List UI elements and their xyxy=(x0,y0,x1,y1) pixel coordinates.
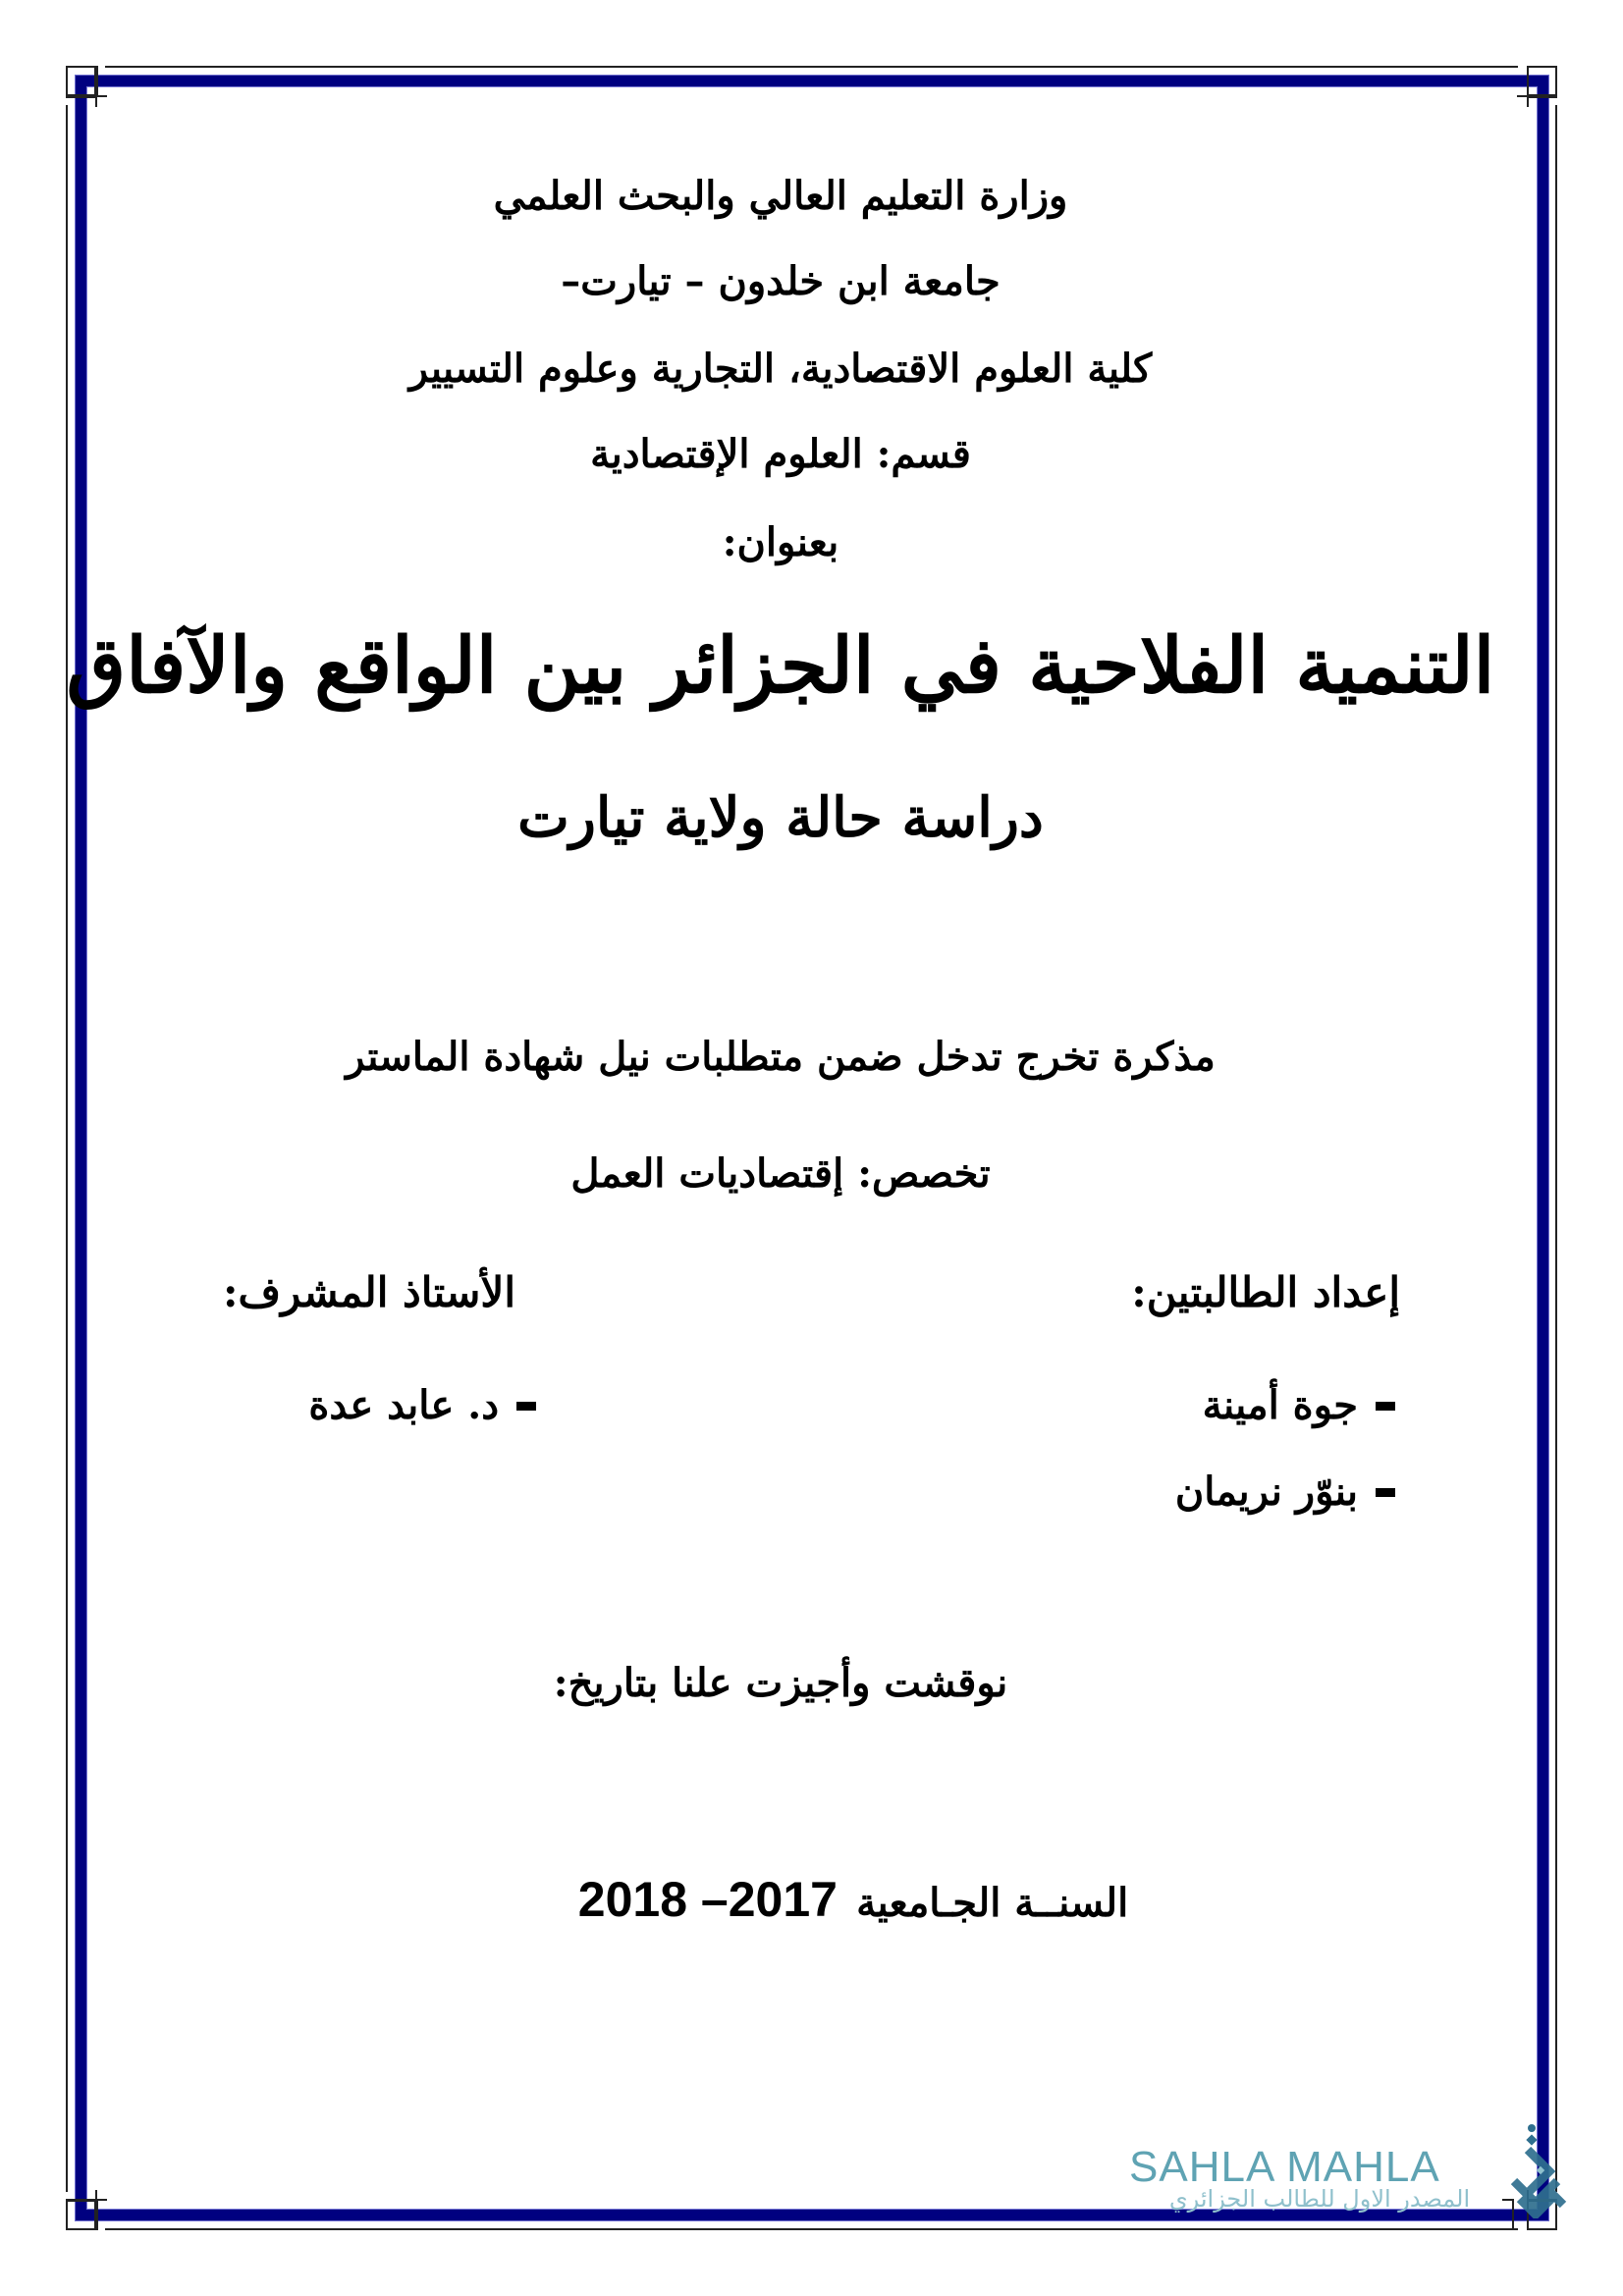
author-name: بنوّر نريمان xyxy=(1174,1468,1358,1515)
corner-notch-top-right-v xyxy=(1527,96,1557,107)
academic-year xyxy=(0,1872,1623,1927)
thesis-title: التنمية الفلاحية في الجزائر بين الواقع والآفاق xyxy=(66,621,1495,711)
corner-ornament-top-right xyxy=(1527,66,1557,96)
bullet-dash-icon xyxy=(516,1402,536,1411)
watermark-tagline: المصدر الاول للطالب الجزائري xyxy=(1168,2185,1471,2213)
bullet-dash-icon xyxy=(1376,1488,1395,1497)
watermark-brand: SAHLA MAHLA xyxy=(1129,2143,1440,2191)
academic-year-value: 2018 –2017 xyxy=(577,1872,838,1927)
ministry-name: وزارة التعليم العالي والبحث العلمي xyxy=(493,173,1068,219)
calligraphy-emblem-icon xyxy=(1506,2120,1575,2218)
university-name: جامعة ابن خلدون – تيارت– xyxy=(561,258,1001,304)
defense-date-label: نوقشت وأجيزت علنا بتاريخ: xyxy=(553,1660,1008,1706)
outer-border-bottom xyxy=(105,2228,1518,2230)
bullet-dash-icon xyxy=(1376,1402,1395,1411)
author-name: جوة أمينة xyxy=(1202,1382,1358,1428)
title-label: بعنوان: xyxy=(722,519,839,565)
faculty-name: كلية العلوم الاقتصادية، التجارية وعلوم التسيير xyxy=(408,346,1153,392)
academic-year-label: السنــة الجـامعية xyxy=(856,1880,1129,1926)
authors-label: إعداد الطالبتين: xyxy=(1131,1268,1400,1316)
corner-notch-bottom-left-v xyxy=(66,2190,97,2201)
outer-border-top xyxy=(105,66,1518,68)
corner-notch-bottom-left xyxy=(96,2199,107,2230)
corner-ornament-top-left xyxy=(66,66,96,96)
corner-notch-top-left xyxy=(96,66,107,97)
thesis-subtitle: دراسة حالة ولاية تيارت xyxy=(517,785,1044,850)
department-name: قسم: العلوم الإقتصادية xyxy=(590,431,971,477)
supervisor-item xyxy=(308,1382,536,1428)
supervisor-name: د. عابد عدة xyxy=(308,1382,499,1428)
corner-notch-top-right xyxy=(1517,66,1529,97)
author-item xyxy=(1202,1382,1395,1428)
corner-notch-top-left-v xyxy=(66,96,97,107)
specialization: تخصص: إقتصاديات العمل xyxy=(570,1150,991,1197)
author-item xyxy=(1174,1468,1395,1515)
degree-statement: مذكرة تخرج تدخل ضمن متطلبات نيل شهادة الماستر xyxy=(346,1034,1216,1080)
supervisor-label: الأستاذ المشرف: xyxy=(222,1268,515,1316)
corner-ornament-bottom-left xyxy=(66,2200,96,2230)
